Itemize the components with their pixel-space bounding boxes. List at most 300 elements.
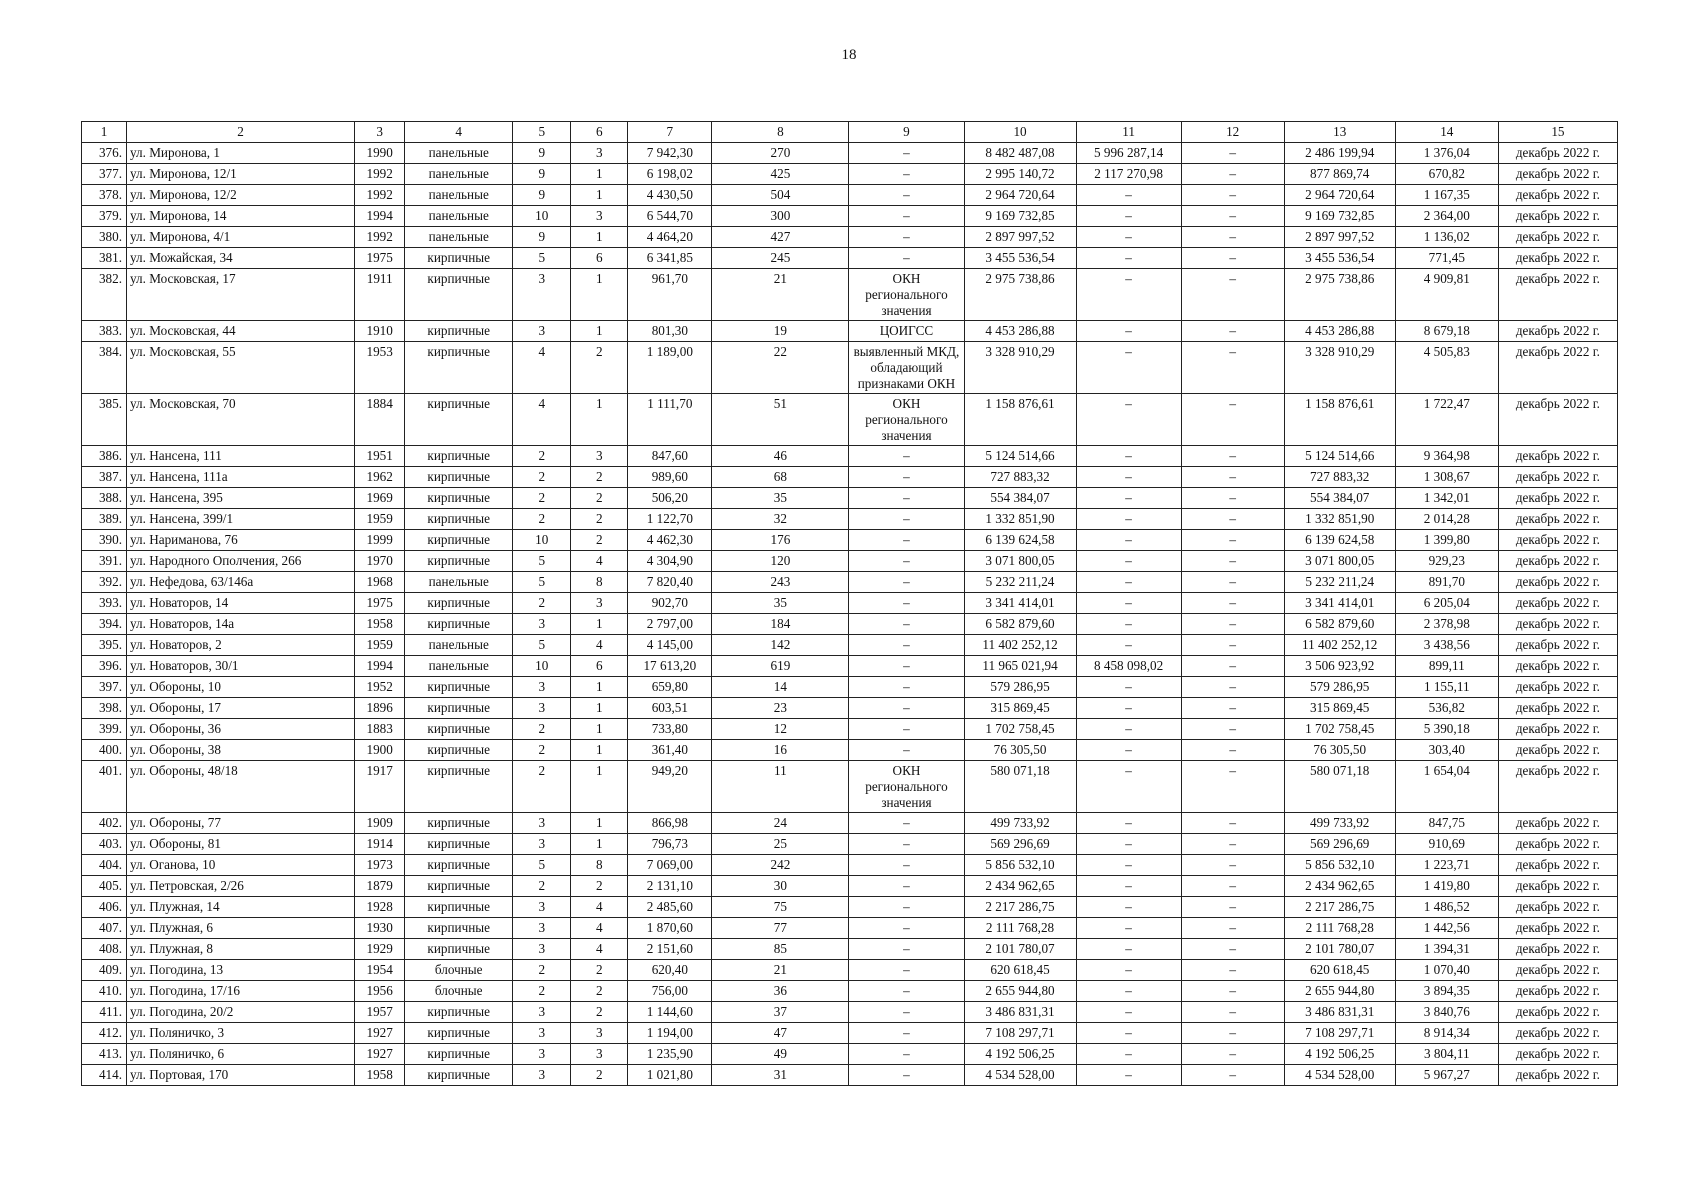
cell-cost-budget: –	[1181, 960, 1284, 981]
cell-residents: 21	[712, 960, 849, 981]
cell-residents: 184	[712, 614, 849, 635]
cell-year-built: 1928	[355, 897, 405, 918]
cell-row-number: 396.	[82, 656, 127, 677]
cell-address: ул. Портовая, 170	[127, 1065, 355, 1086]
cell-cost-fund: –	[1076, 446, 1181, 467]
cell-address: ул. Обороны, 81	[127, 834, 355, 855]
cell-heritage-status: –	[849, 876, 964, 897]
cell-entrances: 6	[571, 656, 628, 677]
cell-floors: 10	[513, 656, 571, 677]
cell-floors: 5	[513, 551, 571, 572]
cell-row-number: 376.	[82, 143, 127, 164]
cell-row-number: 406.	[82, 897, 127, 918]
cell-cost-total: 4 534 528,00	[964, 1065, 1076, 1086]
cell-cost-fund: –	[1076, 1044, 1181, 1065]
cell-floors: 3	[513, 1044, 571, 1065]
cell-cost-total: 9 169 732,85	[964, 206, 1076, 227]
cell-cost-fund: –	[1076, 593, 1181, 614]
cell-year-built: 1910	[355, 321, 405, 342]
cell-wall-material: кирпичные	[405, 939, 513, 960]
cell-floors: 3	[513, 614, 571, 635]
header-row	[82, 122, 1618, 143]
cell-wall-material: кирпичные	[405, 1002, 513, 1023]
cell-heritage-status: ОКН регионального значения	[849, 269, 964, 321]
table-row	[82, 656, 1618, 677]
cell-area: 6 341,85	[628, 248, 712, 269]
cell-residents: 504	[712, 185, 849, 206]
table-row	[82, 446, 1618, 467]
cell-residents: 47	[712, 1023, 849, 1044]
cell-cost-owners: 7 108 297,71	[1284, 1023, 1395, 1044]
cell-area: 2 485,60	[628, 897, 712, 918]
cell-cost-owners: 5 124 514,66	[1284, 446, 1395, 467]
cell-cost-budget: –	[1181, 1023, 1284, 1044]
cell-cost-total: 1 158 876,61	[964, 394, 1076, 446]
cell-cost-owners: 1 332 851,90	[1284, 509, 1395, 530]
cell-year-built: 1930	[355, 918, 405, 939]
cell-heritage-status: –	[849, 656, 964, 677]
cell-row-number: 382.	[82, 269, 127, 321]
cell-address: ул. Нансена, 111	[127, 446, 355, 467]
cell-cost-total: 2 975 738,86	[964, 269, 1076, 321]
cell-row-number: 393.	[82, 593, 127, 614]
cell-address: ул. Нансена, 395	[127, 488, 355, 509]
cell-address: ул. Новаторов, 2	[127, 635, 355, 656]
cell-cost-total: 727 883,32	[964, 467, 1076, 488]
cell-cost-budget: –	[1181, 530, 1284, 551]
cell-entrances: 2	[571, 1065, 628, 1086]
cell-heritage-status: –	[849, 740, 964, 761]
cell-address: ул. Новаторов, 14	[127, 593, 355, 614]
cell-deadline: декабрь 2022 г.	[1498, 740, 1617, 761]
cell-cost-total: 11 965 021,94	[964, 656, 1076, 677]
cell-deadline: декабрь 2022 г.	[1498, 656, 1617, 677]
cell-row-number: 397.	[82, 677, 127, 698]
table-row	[82, 1044, 1618, 1065]
cell-deadline: декабрь 2022 г.	[1498, 1065, 1617, 1086]
cell-area: 756,00	[628, 981, 712, 1002]
cell-year-built: 1883	[355, 719, 405, 740]
table-body	[82, 143, 1618, 1086]
cell-residents: 21	[712, 269, 849, 321]
cell-cost-fund: –	[1076, 740, 1181, 761]
cell-wall-material: кирпичные	[405, 918, 513, 939]
cell-area: 506,20	[628, 488, 712, 509]
cell-area: 989,60	[628, 467, 712, 488]
cell-deadline: декабрь 2022 г.	[1498, 509, 1617, 530]
cell-deadline: декабрь 2022 г.	[1498, 143, 1617, 164]
cell-cost-total: 3 486 831,31	[964, 1002, 1076, 1023]
cell-deadline: декабрь 2022 г.	[1498, 572, 1617, 593]
table-row	[82, 321, 1618, 342]
cell-year-built: 1951	[355, 446, 405, 467]
cell-cost-budget: –	[1181, 551, 1284, 572]
cell-entrances: 3	[571, 593, 628, 614]
table-row	[82, 488, 1618, 509]
cell-address: ул. Нансена, 399/1	[127, 509, 355, 530]
cell-address: ул. Новаторов, 14а	[127, 614, 355, 635]
cell-wall-material: кирпичные	[405, 834, 513, 855]
cell-cost-fund: –	[1076, 321, 1181, 342]
cell-cost-fund: –	[1076, 342, 1181, 394]
cell-cost-budget: –	[1181, 1044, 1284, 1065]
cell-deadline: декабрь 2022 г.	[1498, 321, 1617, 342]
cell-cost-budget: –	[1181, 698, 1284, 719]
cell-cost-fund: –	[1076, 698, 1181, 719]
cell-area: 847,60	[628, 446, 712, 467]
cell-row-number: 379.	[82, 206, 127, 227]
cell-floors: 3	[513, 1065, 571, 1086]
table-row	[82, 143, 1618, 164]
table-row	[82, 834, 1618, 855]
cell-wall-material: блочные	[405, 981, 513, 1002]
cell-area: 4 464,20	[628, 227, 712, 248]
cell-heritage-status: –	[849, 446, 964, 467]
cell-residents: 49	[712, 1044, 849, 1065]
cell-heritage-status: –	[849, 248, 964, 269]
cell-residents: 243	[712, 572, 849, 593]
cell-entrances: 4	[571, 918, 628, 939]
table-row	[82, 897, 1618, 918]
cell-cost-owners: 2 111 768,28	[1284, 918, 1395, 939]
cell-cost-budget: –	[1181, 321, 1284, 342]
cell-cost-per-sqm: 910,69	[1395, 834, 1498, 855]
cell-residents: 37	[712, 1002, 849, 1023]
cell-cost-owners: 2 975 738,86	[1284, 269, 1395, 321]
cell-area: 1 870,60	[628, 918, 712, 939]
cell-heritage-status: –	[849, 719, 964, 740]
cell-cost-fund: –	[1076, 227, 1181, 248]
cell-cost-fund: –	[1076, 394, 1181, 446]
cell-cost-per-sqm: 670,82	[1395, 164, 1498, 185]
cell-wall-material: кирпичные	[405, 488, 513, 509]
cell-cost-owners: 580 071,18	[1284, 761, 1395, 813]
cell-cost-per-sqm: 1 070,40	[1395, 960, 1498, 981]
table-row	[82, 1002, 1618, 1023]
cell-residents: 36	[712, 981, 849, 1002]
cell-row-number: 399.	[82, 719, 127, 740]
cell-wall-material: кирпичные	[405, 698, 513, 719]
cell-year-built: 1994	[355, 206, 405, 227]
table-row	[82, 572, 1618, 593]
cell-year-built: 1958	[355, 614, 405, 635]
column-header-11: 11	[1076, 122, 1181, 143]
cell-cost-per-sqm: 3 894,35	[1395, 981, 1498, 1002]
cell-cost-total: 2 897 997,52	[964, 227, 1076, 248]
cell-cost-total: 3 328 910,29	[964, 342, 1076, 394]
cell-wall-material: кирпичные	[405, 677, 513, 698]
cell-cost-fund: 5 996 287,14	[1076, 143, 1181, 164]
cell-residents: 85	[712, 939, 849, 960]
table-row	[82, 740, 1618, 761]
cell-year-built: 1992	[355, 227, 405, 248]
cell-row-number: 388.	[82, 488, 127, 509]
cell-entrances: 3	[571, 206, 628, 227]
cell-residents: 619	[712, 656, 849, 677]
cell-deadline: декабрь 2022 г.	[1498, 981, 1617, 1002]
cell-cost-fund: 8 458 098,02	[1076, 656, 1181, 677]
cell-cost-per-sqm: 1 223,71	[1395, 855, 1498, 876]
table-row	[82, 876, 1618, 897]
cell-deadline: декабрь 2022 г.	[1498, 1023, 1617, 1044]
cell-heritage-status: –	[849, 509, 964, 530]
cell-address: ул. Миронова, 1	[127, 143, 355, 164]
cell-area: 361,40	[628, 740, 712, 761]
cell-area: 796,73	[628, 834, 712, 855]
cell-floors: 3	[513, 1023, 571, 1044]
cell-cost-budget: –	[1181, 593, 1284, 614]
cell-cost-owners: 569 296,69	[1284, 834, 1395, 855]
cell-row-number: 411.	[82, 1002, 127, 1023]
cell-cost-owners: 2 486 199,94	[1284, 143, 1395, 164]
cell-year-built: 1914	[355, 834, 405, 855]
cell-cost-owners: 9 169 732,85	[1284, 206, 1395, 227]
cell-cost-owners: 11 402 252,12	[1284, 635, 1395, 656]
cell-row-number: 414.	[82, 1065, 127, 1086]
cell-floors: 3	[513, 677, 571, 698]
cell-entrances: 3	[571, 1044, 628, 1065]
cell-area: 620,40	[628, 960, 712, 981]
housing-register-table	[81, 121, 1618, 1086]
cell-address: ул. Петровская, 2/26	[127, 876, 355, 897]
cell-heritage-status: –	[849, 143, 964, 164]
cell-cost-per-sqm: 1 394,31	[1395, 939, 1498, 960]
cell-entrances: 2	[571, 530, 628, 551]
cell-cost-budget: –	[1181, 1065, 1284, 1086]
cell-year-built: 1994	[355, 656, 405, 677]
table-row	[82, 551, 1618, 572]
table-row	[82, 813, 1618, 834]
cell-deadline: декабрь 2022 г.	[1498, 761, 1617, 813]
cell-year-built: 1954	[355, 960, 405, 981]
cell-year-built: 1973	[355, 855, 405, 876]
cell-wall-material: кирпичные	[405, 719, 513, 740]
cell-cost-budget: –	[1181, 1002, 1284, 1023]
cell-floors: 3	[513, 698, 571, 719]
cell-deadline: декабрь 2022 г.	[1498, 813, 1617, 834]
cell-cost-total: 11 402 252,12	[964, 635, 1076, 656]
table-row	[82, 960, 1618, 981]
cell-cost-budget: –	[1181, 394, 1284, 446]
cell-cost-owners: 2 964 720,64	[1284, 185, 1395, 206]
cell-area: 1 144,60	[628, 1002, 712, 1023]
cell-floors: 9	[513, 227, 571, 248]
cell-heritage-status: –	[849, 530, 964, 551]
table-row	[82, 677, 1618, 698]
cell-cost-per-sqm: 1 654,04	[1395, 761, 1498, 813]
cell-cost-owners: 315 869,45	[1284, 698, 1395, 719]
column-header-4: 4	[405, 122, 513, 143]
cell-cost-total: 5 124 514,66	[964, 446, 1076, 467]
cell-floors: 3	[513, 897, 571, 918]
cell-cost-total: 2 101 780,07	[964, 939, 1076, 960]
cell-year-built: 1927	[355, 1023, 405, 1044]
cell-deadline: декабрь 2022 г.	[1498, 446, 1617, 467]
cell-cost-budget: –	[1181, 143, 1284, 164]
table-row	[82, 918, 1618, 939]
cell-heritage-status: –	[849, 939, 964, 960]
cell-cost-per-sqm: 1 419,80	[1395, 876, 1498, 897]
cell-wall-material: кирпичные	[405, 740, 513, 761]
cell-residents: 77	[712, 918, 849, 939]
cell-address: ул. Поляничко, 6	[127, 1044, 355, 1065]
cell-area: 2 131,10	[628, 876, 712, 897]
cell-residents: 270	[712, 143, 849, 164]
cell-deadline: декабрь 2022 г.	[1498, 269, 1617, 321]
cell-entrances: 1	[571, 761, 628, 813]
cell-cost-owners: 2 434 962,65	[1284, 876, 1395, 897]
cell-cost-per-sqm: 536,82	[1395, 698, 1498, 719]
cell-cost-per-sqm: 1 376,04	[1395, 143, 1498, 164]
cell-deadline: декабрь 2022 г.	[1498, 1044, 1617, 1065]
cell-residents: 25	[712, 834, 849, 855]
cell-address: ул. Московская, 55	[127, 342, 355, 394]
cell-year-built: 1896	[355, 698, 405, 719]
cell-cost-fund: –	[1076, 876, 1181, 897]
cell-address: ул. Миронова, 14	[127, 206, 355, 227]
cell-residents: 32	[712, 509, 849, 530]
cell-wall-material: кирпичные	[405, 269, 513, 321]
table-row	[82, 342, 1618, 394]
cell-cost-budget: –	[1181, 446, 1284, 467]
cell-cost-budget: –	[1181, 572, 1284, 593]
page-number: 18	[841, 47, 857, 63]
cell-heritage-status: –	[849, 855, 964, 876]
cell-cost-total: 2 964 720,64	[964, 185, 1076, 206]
cell-cost-budget: –	[1181, 227, 1284, 248]
cell-floors: 9	[513, 185, 571, 206]
cell-address: ул. Народного Ополчения, 266	[127, 551, 355, 572]
cell-address: ул. Погодина, 13	[127, 960, 355, 981]
cell-wall-material: кирпичные	[405, 761, 513, 813]
cell-heritage-status: –	[849, 227, 964, 248]
cell-wall-material: кирпичные	[405, 897, 513, 918]
cell-cost-fund: –	[1076, 834, 1181, 855]
cell-cost-fund: –	[1076, 248, 1181, 269]
cell-floors: 3	[513, 321, 571, 342]
cell-year-built: 1999	[355, 530, 405, 551]
cell-year-built: 1970	[355, 551, 405, 572]
cell-area: 4 304,90	[628, 551, 712, 572]
cell-wall-material: панельные	[405, 656, 513, 677]
cell-entrances: 1	[571, 813, 628, 834]
cell-area: 659,80	[628, 677, 712, 698]
cell-area: 866,98	[628, 813, 712, 834]
cell-address: ул. Поляничко, 3	[127, 1023, 355, 1044]
cell-row-number: 412.	[82, 1023, 127, 1044]
cell-deadline: декабрь 2022 г.	[1498, 248, 1617, 269]
cell-residents: 31	[712, 1065, 849, 1086]
cell-deadline: декабрь 2022 г.	[1498, 394, 1617, 446]
cell-floors: 2	[513, 740, 571, 761]
cell-cost-total: 4 192 506,25	[964, 1044, 1076, 1065]
cell-address: ул. Московская, 44	[127, 321, 355, 342]
cell-row-number: 398.	[82, 698, 127, 719]
cell-cost-total: 620 618,45	[964, 960, 1076, 981]
cell-cost-per-sqm: 3 438,56	[1395, 635, 1498, 656]
cell-cost-owners: 4 453 286,88	[1284, 321, 1395, 342]
cell-area: 1 235,90	[628, 1044, 712, 1065]
cell-heritage-status: –	[849, 698, 964, 719]
cell-deadline: декабрь 2022 г.	[1498, 897, 1617, 918]
cell-cost-fund: –	[1076, 509, 1181, 530]
cell-residents: 35	[712, 593, 849, 614]
cell-wall-material: кирпичные	[405, 446, 513, 467]
cell-deadline: декабрь 2022 г.	[1498, 593, 1617, 614]
cell-address: ул. Плужная, 6	[127, 918, 355, 939]
cell-cost-per-sqm: 4 909,81	[1395, 269, 1498, 321]
cell-row-number: 390.	[82, 530, 127, 551]
cell-address: ул. Погодина, 20/2	[127, 1002, 355, 1023]
table-row	[82, 509, 1618, 530]
cell-cost-budget: –	[1181, 206, 1284, 227]
cell-cost-owners: 1 158 876,61	[1284, 394, 1395, 446]
cell-cost-budget: –	[1181, 918, 1284, 939]
cell-address: ул. Московская, 70	[127, 394, 355, 446]
cell-residents: 300	[712, 206, 849, 227]
cell-address: ул. Плужная, 14	[127, 897, 355, 918]
cell-wall-material: кирпичные	[405, 1044, 513, 1065]
cell-cost-budget: –	[1181, 248, 1284, 269]
cell-cost-per-sqm: 847,75	[1395, 813, 1498, 834]
cell-cost-total: 1 702 758,45	[964, 719, 1076, 740]
cell-heritage-status: –	[849, 1065, 964, 1086]
cell-cost-per-sqm: 3 840,76	[1395, 1002, 1498, 1023]
cell-wall-material: кирпичные	[405, 855, 513, 876]
table-row	[82, 719, 1618, 740]
cell-cost-budget: –	[1181, 677, 1284, 698]
cell-floors: 9	[513, 164, 571, 185]
cell-entrances: 2	[571, 488, 628, 509]
cell-cost-per-sqm: 9 364,98	[1395, 446, 1498, 467]
cell-entrances: 1	[571, 834, 628, 855]
cell-cost-owners: 6 139 624,58	[1284, 530, 1395, 551]
cell-floors: 2	[513, 446, 571, 467]
cell-year-built: 1909	[355, 813, 405, 834]
cell-cost-fund: –	[1076, 551, 1181, 572]
cell-row-number: 409.	[82, 960, 127, 981]
cell-floors: 3	[513, 269, 571, 321]
cell-entrances: 1	[571, 185, 628, 206]
cell-area: 17 613,20	[628, 656, 712, 677]
cell-row-number: 383.	[82, 321, 127, 342]
cell-row-number: 384.	[82, 342, 127, 394]
cell-cost-fund: –	[1076, 614, 1181, 635]
cell-floors: 5	[513, 572, 571, 593]
cell-floors: 5	[513, 248, 571, 269]
cell-cost-total: 499 733,92	[964, 813, 1076, 834]
cell-row-number: 404.	[82, 855, 127, 876]
cell-cost-owners: 877 869,74	[1284, 164, 1395, 185]
cell-year-built: 1975	[355, 248, 405, 269]
cell-wall-material: кирпичные	[405, 467, 513, 488]
table-row	[82, 855, 1618, 876]
cell-cost-owners: 727 883,32	[1284, 467, 1395, 488]
cell-heritage-status: –	[849, 185, 964, 206]
cell-wall-material: кирпичные	[405, 1023, 513, 1044]
cell-floors: 3	[513, 1002, 571, 1023]
cell-row-number: 400.	[82, 740, 127, 761]
cell-deadline: декабрь 2022 г.	[1498, 635, 1617, 656]
cell-cost-fund: –	[1076, 1065, 1181, 1086]
cell-entrances: 2	[571, 960, 628, 981]
cell-cost-fund: –	[1076, 855, 1181, 876]
cell-floors: 2	[513, 981, 571, 1002]
cell-cost-budget: –	[1181, 834, 1284, 855]
cell-cost-total: 4 453 286,88	[964, 321, 1076, 342]
cell-cost-fund: –	[1076, 1002, 1181, 1023]
column-header-12: 12	[1181, 122, 1284, 143]
